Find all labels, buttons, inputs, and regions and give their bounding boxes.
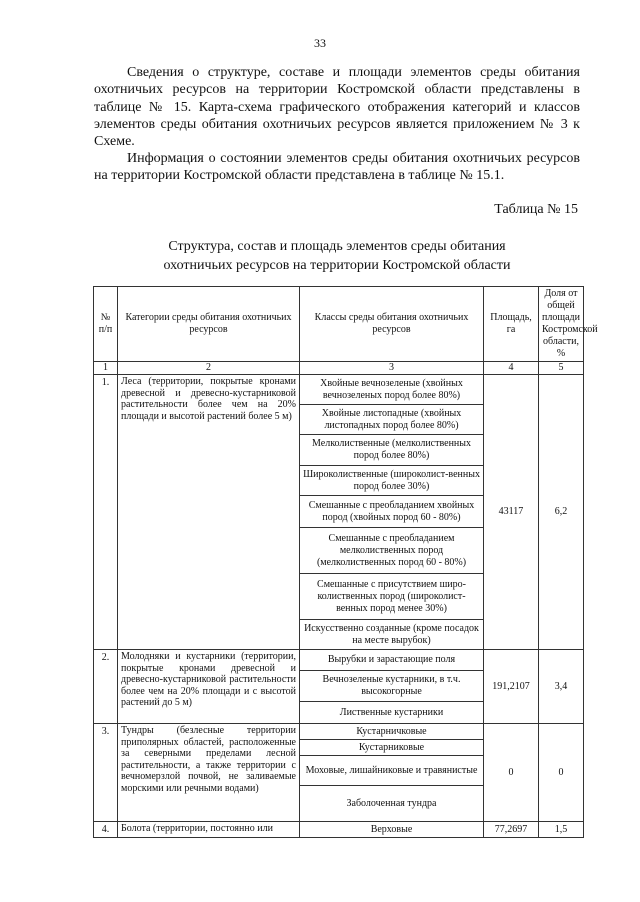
table-row xyxy=(94,650,584,671)
class-cell: Смешанные с преобладанием мелколиственных пород (мелколиственных пород 60 - 80%) xyxy=(300,528,484,574)
class-cell: Хвойные вечнозеленые (хвойных вечнозеленых пород более 80%) xyxy=(300,375,484,405)
share-cell: 0 xyxy=(539,724,584,822)
column-index: 1 xyxy=(94,362,118,375)
class-cell: Кустарничковые xyxy=(300,724,484,740)
header-share: Доля от общей площади Костромской области, % xyxy=(539,287,584,362)
row-number: 2. xyxy=(94,650,118,724)
class-cell: Смешанные с преобладанием хвойных пород (хвойных пород 60 - 80%) xyxy=(300,496,484,528)
category-cell: Молодняки и кустарники (территории, покрытые кронами древесной и древесно-кустарниковой растительности более чем на 20% площади и с высотой растений до 5 м) xyxy=(118,650,300,724)
class-cell: Верховые xyxy=(300,822,484,838)
column-index: 2 xyxy=(118,362,300,375)
class-cell: Моховые, лишайниковые и травянистые xyxy=(300,756,484,786)
area-cell: 191,2107 xyxy=(484,650,539,724)
area-cell: 43117 xyxy=(484,375,539,650)
column-index: 5 xyxy=(539,362,584,375)
state-paragraph: Информация о состоянии элементов среды обитания охотничьих ресурсов на территории Костромской области представлена в таблице № 15.1. xyxy=(94,151,580,184)
column-index: 3 xyxy=(300,362,484,375)
table-title-line-2: охотничьих ресурсов на территории Костромской области xyxy=(163,257,511,273)
header-num: № п/п xyxy=(94,287,118,362)
area-cell: 77,2697 xyxy=(484,822,539,838)
header-class: Классы среды обитания охотничьих ресурсов xyxy=(300,287,484,362)
row-number: 3. xyxy=(94,724,118,822)
table-title-line-1: Структура, состав и площадь элементов среды обитания xyxy=(168,239,506,254)
table-row xyxy=(94,375,584,405)
class-cell: Смешанные с присутствием широ-колиственных пород (широколист-венных пород менее 30%) xyxy=(300,574,484,620)
header-category: Категории среды обитания охотничьих ресурсов xyxy=(118,287,300,362)
category-cell: Тундры (безлесные территории приполярных областей, расположенные за северными пределами лесной растительности, а также территории с вечномерзлой почвой, не заливаемые морскими или речными водами) xyxy=(118,724,300,822)
category-cell: Леса (территории, покрытые кронами древесной и древесно-кустарниковой растительности более чем на 20% площади и высотой растений более 5 м) xyxy=(118,375,300,650)
category-cell: Болота (территории, постоянно или xyxy=(118,822,300,838)
class-cell: Кустарниковые xyxy=(300,740,484,756)
row-number: 4. xyxy=(94,822,118,838)
header-area: Площадь, га xyxy=(484,287,539,362)
class-cell: Вырубки и зарастающие поля xyxy=(300,650,484,671)
class-cell: Заболоченная тундра xyxy=(300,786,484,822)
class-cell: Лиственные кустарники xyxy=(300,702,484,724)
share-cell: 3,4 xyxy=(539,650,584,724)
intro-paragraph: Сведения о структуре, составе и площади элементов среды обитания охотничьих ресурсов на территории Костромской области представлены в таблице № 15. Карта-схема графического отображения категорий и классов элементов среды обитания охотничьих ресурсов является приложением № 3 к Схеме. xyxy=(94,65,580,150)
table-row xyxy=(94,724,584,740)
class-cell: Вечнозеленые кустарники, в т.ч. высокогорные xyxy=(300,671,484,702)
row-number: 1. xyxy=(94,375,118,650)
table-title xyxy=(94,238,580,275)
column-index: 4 xyxy=(484,362,539,375)
class-cell: Искусственно созданные (кроме посадок на месте вырубок) xyxy=(300,620,484,650)
table-row xyxy=(94,822,584,838)
table-label: Таблица № 15 xyxy=(494,202,578,217)
class-cell: Хвойные листопадные (хвойных листопадных пород более 80%) xyxy=(300,405,484,435)
class-cell: Широколиственные (широколист-венных пород более 30%) xyxy=(300,466,484,496)
class-cell: Мелколиственные (мелколиственных пород более 80%) xyxy=(300,435,484,466)
table-header-row xyxy=(94,287,584,362)
share-cell: 1,5 xyxy=(539,822,584,838)
page-number: 33 xyxy=(314,36,326,50)
column-index-row xyxy=(94,362,584,375)
habitat-structure-table xyxy=(93,286,598,838)
share-cell: 6,2 xyxy=(539,375,584,650)
area-cell: 0 xyxy=(484,724,539,822)
